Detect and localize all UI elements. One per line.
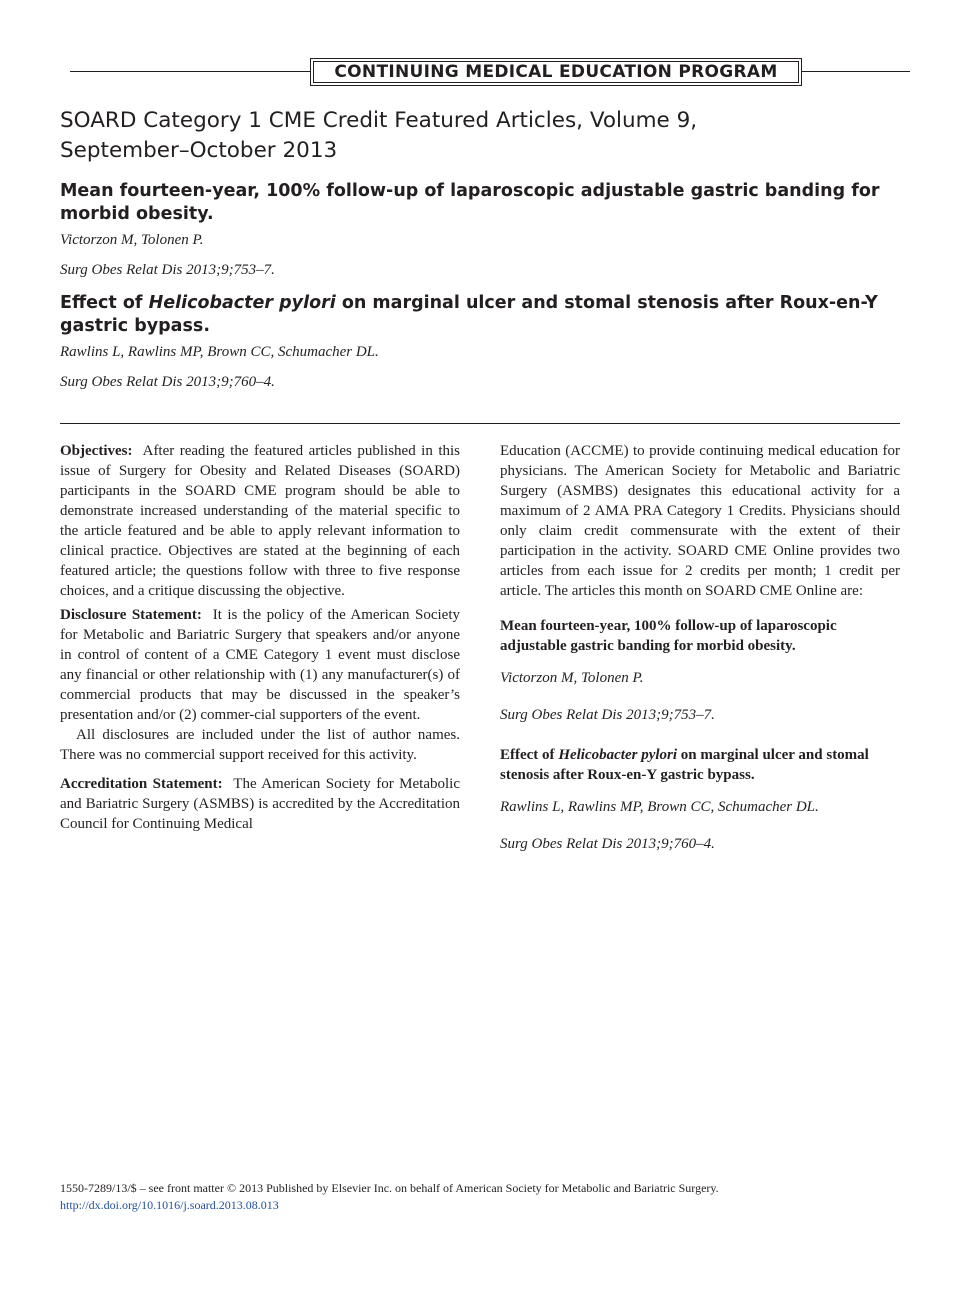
featured-article-authors: Victorzon M, Tolonen P. xyxy=(500,670,644,686)
disclosure-paragraph: Disclosure Statement: It is the policy of the American Society for Metabolic and Bariatric Surgery that speakers and/or anyone in control of content of a CME Category 1 event must disclose any financial or other relationship with (1) any manufacturer(s) of commercial products that may be discussed in the speaker’s presentation and/or (2) commer-cial supporters of the event. xyxy=(60,607,461,723)
disclosures-paragraph: All disclosures are included under the list of author names. There was no commercial support received for this activity. xyxy=(60,727,460,763)
accreditation-paragraph: Accreditation Statement: The American Society for Metabolic and Bariatric Surgery (ASMBS) is accredited by the Accreditation Council for Continuing Medical xyxy=(60,776,461,832)
objectives-paragraph: Objectives: After reading the featured articles published in this issue of Surgery for Obesity and Related Diseases (SOARD) participants in the SOARD CME program should be able to demonstrate increased understanding of the material specific to the article featured and be able to apply relevant information to clinical practice. Objectives are stated at the beginning of each featured article; the questions follow with three to five response choices, and a critique discussing the objective. xyxy=(60,443,460,599)
featured-article-title: Mean fourteen-year, 100% follow-up of laparoscopic adjustable gastric banding for morbid obesity. xyxy=(500,618,837,654)
featured-article-authors: Victorzon M, Tolonen P. xyxy=(60,232,204,248)
disclosure-label: Disclosure Statement: xyxy=(60,607,202,623)
featured-article-citation: Surg Obes Relat Dis 2013;9;753–7. xyxy=(500,707,715,723)
accreditation-continued: Education (ACCME) to provide continuing medical education for physicians. The American Society for Metabolic and Bariatric Surgery (ASMBS) designates this educational activity for a maximum of 2 AMA PRA Category 1 Credits. Physicians should only claim credit commensurate with the extent of their participation in the activity. SOARD CME Online provides two articles from each issue for 2 credits per month; 1 credit per article. The articles this month on SOARD CME Online are: xyxy=(500,443,900,599)
featured-article-title: Effect of Helicobacter pylori on marginal ulcer and stomal stenosis after Roux-en-Y gastric bypass. xyxy=(500,747,869,783)
banner-box xyxy=(310,58,802,86)
accreditation-label: Accreditation Statement: xyxy=(60,776,223,792)
featured-article-title: Effect of Helicobacter pylori on marginal ulcer and stomal stenosis after Roux-en-Y gastric bypass. xyxy=(60,293,878,336)
featured-article-authors: Rawlins L, Rawlins MP, Brown CC, Schumacher DL. xyxy=(60,344,379,360)
doi-link[interactable]: http://dx.doi.org/10.1016/j.soard.2013.08.013 xyxy=(60,1198,279,1212)
featured-article-citation: Surg Obes Relat Dis 2013;9;753–7. xyxy=(60,262,275,278)
page-footer xyxy=(60,1180,920,1214)
body-column-right xyxy=(500,441,900,854)
body-column-left xyxy=(60,441,460,834)
featured-article-title: Mean fourteen-year, 100% follow-up of laparoscopic adjustable gastric banding for morbid obesity. xyxy=(60,181,880,224)
section-banner xyxy=(70,58,910,86)
featured-article-citation: Surg Obes Relat Dis 2013;9;760–4. xyxy=(60,374,275,390)
section-divider xyxy=(60,423,900,424)
featured-article-authors: Rawlins L, Rawlins MP, Brown CC, Schumacher DL. xyxy=(500,799,819,815)
objectives-label: Objectives: xyxy=(60,443,133,459)
page-title: SOARD Category 1 CME Credit Featured Articles, Volume 9, September–October 2013 xyxy=(60,108,698,163)
banner-label: CONTINUING MEDICAL EDUCATION PROGRAM xyxy=(313,61,799,83)
featured-article-citation: Surg Obes Relat Dis 2013;9;760–4. xyxy=(500,836,715,852)
copyright-line: 1550-7289/13/$ – see front matter © 2013 Published by Elsevier Inc. on behalf of American Society for Metabolic and Bariatric Surgery. xyxy=(60,1181,719,1195)
